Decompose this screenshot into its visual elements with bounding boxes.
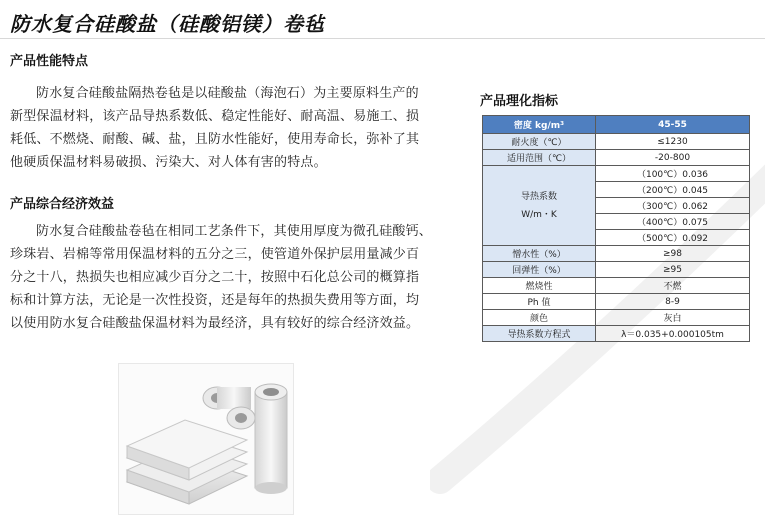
economy-line: 分之十八，热损失也相应减少百分之二十，按照中石化总公司的概算指 <box>10 270 420 285</box>
economy-line: 以使用防水复合硅酸盐保温材料为最经济，具有较好的综合经济效益。 <box>10 316 420 331</box>
spec-label: 回弹性（%） <box>483 262 596 278</box>
economy-heading: 产品综合经济效益 <box>10 197 115 212</box>
spec-value: ≥98 <box>596 246 750 262</box>
table-row <box>483 294 750 310</box>
spec-label: 颜色 <box>483 310 596 326</box>
product-photo <box>118 363 294 515</box>
spec-label: 燃烧性 <box>483 278 596 294</box>
spec-table <box>482 115 750 342</box>
table-row <box>483 134 750 150</box>
economy-paragraph <box>10 220 432 335</box>
spec-label: 憎水性（%） <box>483 246 596 262</box>
table-row <box>483 278 750 294</box>
conductivity-value: （400℃）0.075 <box>596 214 750 230</box>
conductivity-unit: W/m・K <box>521 209 557 220</box>
density-label: 密度 kg/m³ <box>483 116 596 134</box>
table-row <box>483 326 750 342</box>
specs-heading: 产品理化指标 <box>480 94 559 109</box>
performance-line: 他硬质保温材料易破损、污染大、对人体有害的特点。 <box>10 155 327 170</box>
spec-value: -20-800 <box>596 150 750 166</box>
spec-value: ≥95 <box>596 262 750 278</box>
table-row <box>483 150 750 166</box>
spec-value: 灰白 <box>596 310 750 326</box>
table-row <box>483 116 750 134</box>
table-row <box>483 166 750 182</box>
page-title: 防水复合硅酸盐（硅酸铝镁）卷毡 <box>10 12 325 36</box>
spec-value: 不燃 <box>596 278 750 294</box>
spec-value: λ＝0.035+0.000105tm <box>596 326 750 342</box>
economy-line: 防水复合硅酸盐卷毡在相同工艺条件下，其使用厚度为微孔硅酸钙、 <box>36 224 433 239</box>
spec-label: 适用范围（℃） <box>483 150 596 166</box>
spec-label: Ph 值 <box>483 294 596 310</box>
economy-line: 珍珠岩、岩棉等常用保温材料的五分之三，使管道外保护层用量减少百 <box>10 247 420 262</box>
performance-line: 防水复合硅酸盐隔热卷毡是以硅酸盐（海泡石）为主要原料生产的 <box>36 86 419 101</box>
conductivity-value: （100℃）0.036 <box>596 166 750 182</box>
economy-line: 标和计算方法，无论是一次性投资，还是每年的热损失费用等方面，均 <box>10 293 420 308</box>
table-row <box>483 262 750 278</box>
spec-value: ≤1230 <box>596 134 750 150</box>
spec-label: 耐火度（℃） <box>483 134 596 150</box>
performance-paragraph <box>10 82 419 174</box>
table-row <box>483 310 750 326</box>
spec-value: 8-9 <box>596 294 750 310</box>
spec-label: 导热系数方程式 <box>483 326 596 342</box>
insulation-rolls-illustration <box>119 364 293 514</box>
performance-heading: 产品性能特点 <box>10 54 89 69</box>
conductivity-value: （300℃）0.062 <box>596 198 750 214</box>
title-divider <box>0 38 765 39</box>
performance-line: 新型保温材料，该产品导热系数低、稳定性能好、耐高温、易施工、损 <box>10 109 420 124</box>
conductivity-value: （200℃）0.045 <box>596 182 750 198</box>
performance-line: 耗低、不燃烧、耐酸、碱、盐，且防水性能好，使用寿命长，弥补了其 <box>10 132 420 147</box>
conductivity-label <box>483 166 596 246</box>
table-row <box>483 246 750 262</box>
conductivity-label-line: 导热系数 <box>520 191 557 202</box>
conductivity-value: （500℃）0.092 <box>596 230 750 246</box>
density-value: 45-55 <box>596 116 750 134</box>
